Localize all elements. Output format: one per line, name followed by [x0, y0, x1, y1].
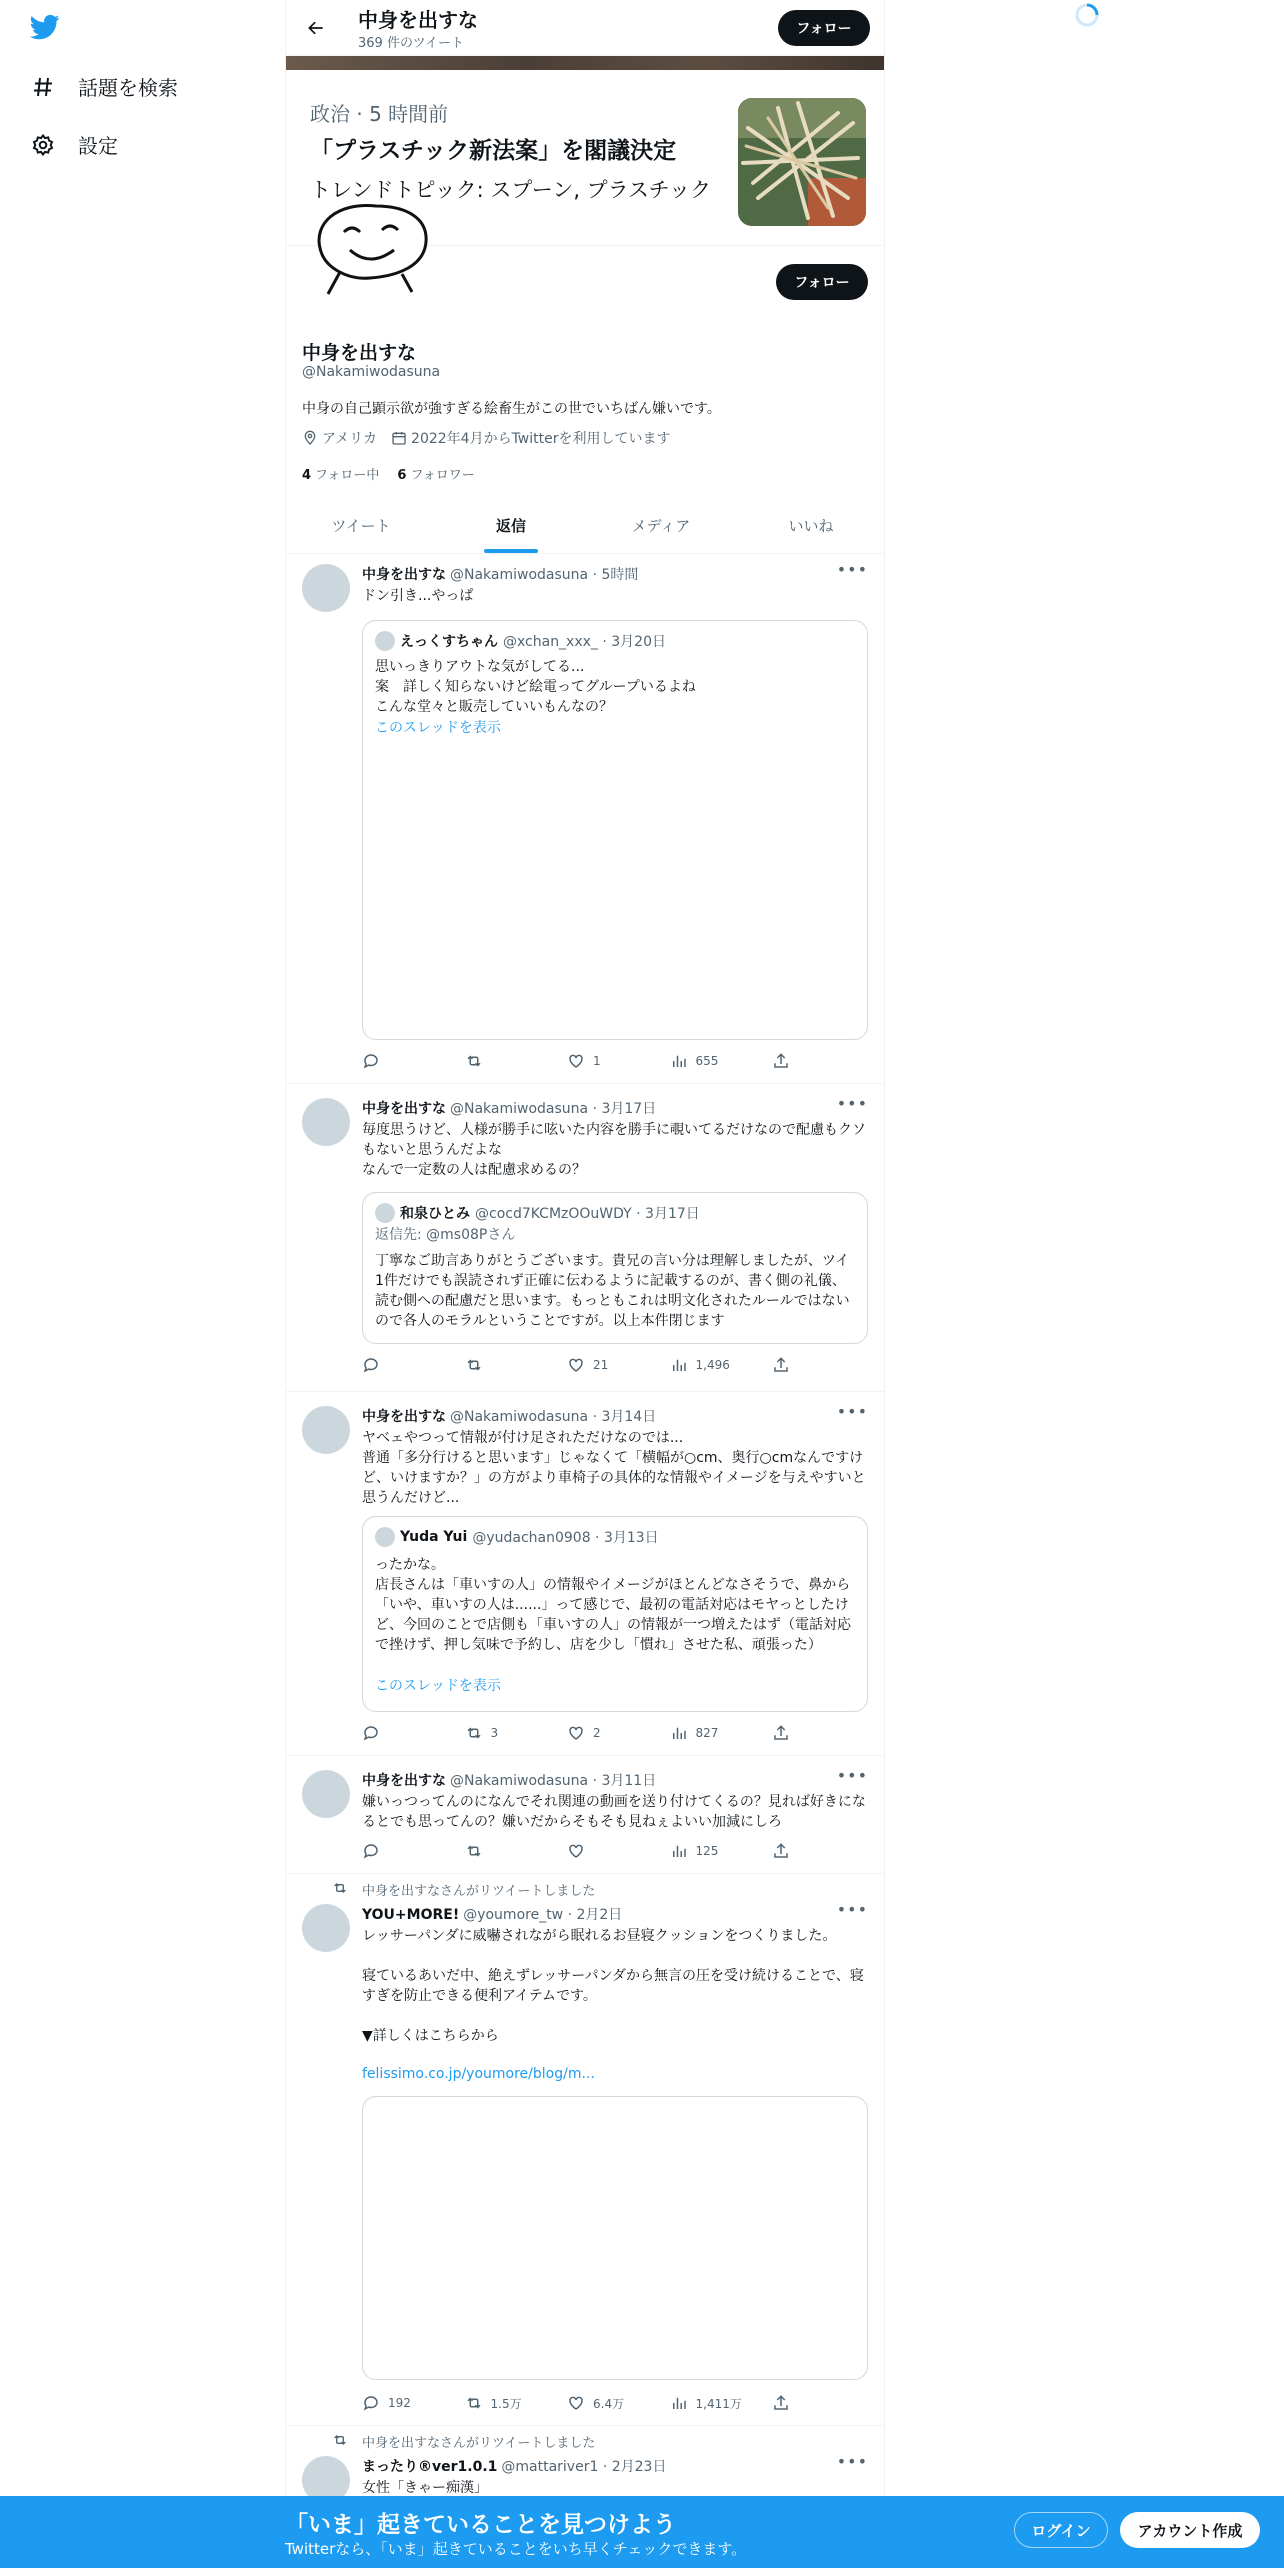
views-button[interactable]: 1,411万 — [670, 2394, 760, 2412]
page-title: 中身を出すな — [358, 8, 478, 32]
reply-icon — [362, 1356, 380, 1374]
tweet-link[interactable]: felissimo.co.jp/youmore/blog/m... — [362, 2066, 595, 2082]
news-thumbnail — [738, 98, 866, 226]
share-button[interactable] — [772, 1842, 792, 1860]
login-button[interactable]: ログイン — [1014, 2512, 1108, 2548]
tweet-text: 毎度思うけど、人様が勝手に呟いた内容を勝手に覗いてるだけなので配慮もクソもないと思うんだよな なんで一定数の人は配慮求めるの？ — [362, 1122, 866, 1178]
tweet[interactable] — [286, 1392, 885, 1756]
reply-icon — [362, 2394, 380, 2412]
tweet-count: 369 件のツイート — [358, 36, 465, 51]
tweet[interactable] — [286, 554, 885, 1084]
quote-header: 和泉ひとみ @cocd7KCMzOOuWDY · 3月17日 — [375, 1203, 700, 1223]
profile-meta — [302, 428, 671, 448]
tweet-text: ヤベェやつって情報が付け足されただけなのでは... 普通「多分行けると思います」じゃなくて「横幅が○cm、奥行○cmなんですけど、いけますか？」の方がより車椅子の具体的な情報やイメージを与えやすいと思うんだけど... — [362, 1430, 866, 1506]
heart-icon — [567, 1356, 585, 1374]
media-card[interactable] — [362, 2096, 868, 2380]
tab-replies[interactable]: 返信 — [436, 498, 586, 553]
nav-explore-label: 話題を検索 — [78, 76, 178, 100]
show-thread-link[interactable]: このスレッドを表示 — [375, 720, 501, 736]
calendar-icon — [391, 430, 407, 446]
quoted-tweet[interactable] — [362, 1192, 868, 1344]
views-chart-icon — [670, 2394, 688, 2412]
tweet-actions — [362, 1842, 792, 1860]
more-icon[interactable]: ••• — [836, 2452, 868, 2471]
heart-icon — [567, 2394, 585, 2412]
retweet-icon — [332, 1880, 348, 1896]
quote-text: ったかな。 店長さんは「車いすの人」の情報やイメージがほとんどなさそうで、鼻から「いや、車いすの人は......」って感じで、最初の電話対応はモヤっとしたけど、今回のことで店側も「車いすの人」の情報が一つ増えたはず（電話対応で挫けず、押し気味で予約し、店を少し「慣れ」させた私、頑張った） — [375, 1557, 851, 1653]
profile-tabs — [286, 498, 885, 554]
tweet-actions — [362, 1724, 792, 1742]
quote-header: Yuda Yui @yudachan0908 · 3月13日 — [375, 1527, 659, 1547]
tab-media[interactable]: メディア — [631, 517, 691, 535]
followers-link[interactable]: 6 フォロワー — [397, 468, 475, 483]
share-icon — [772, 1052, 790, 1070]
tweet-header: まったり®ver1.0.1 @mattariver1 · 2月23日 — [362, 2459, 667, 2475]
avatar[interactable] — [302, 1904, 350, 1952]
tweet-text: ドン引き...やっぱ — [362, 588, 474, 604]
share-button[interactable] — [772, 1356, 792, 1374]
heart-icon — [567, 1842, 585, 1860]
views-button[interactable]: 655 — [670, 1052, 760, 1070]
tweet-header: 中身を出すな @Nakamiwodasuna · 5時間 — [362, 567, 639, 583]
share-icon — [772, 1356, 790, 1374]
news-meta: 政治 · 5 時間前 — [310, 102, 449, 126]
retweet-button[interactable] — [465, 1356, 555, 1374]
views-chart-icon — [670, 1356, 688, 1374]
tweet-actions — [362, 1052, 792, 1070]
more-icon[interactable]: ••• — [836, 560, 868, 579]
more-icon[interactable]: ••• — [836, 1402, 868, 1421]
quote-text: 丁寧なご助言ありがとうございます。貴兄の言い分は理解しましたが、ツイ1件だけでも誤読されず正確に伝わるように記載するのが、書く側の礼儀、読む側への配慮だと思います。もっともこれは明文化されたルールではないので各人のモラルということですが。以上本件閉じます — [375, 1253, 850, 1329]
tweet-text: レッサーパンダに威嚇されながら眠れるお昼寝クッションをつくりました。 寝ているあいだ中、絶えずレッサーパンダから無言の圧を受け続けることで、寝すぎを防止できる便利アイテムです。 ▼詳しくはこちらから — [362, 1928, 864, 2044]
quote-avatar — [375, 1527, 395, 1547]
quote-header: えっくすちゃん @xchan_xxx_ · 3月20日 — [375, 631, 666, 651]
banner-subtitle: Twitterなら、「いま」起きていることをいち早くチェックできます。 — [285, 2540, 747, 2558]
share-button[interactable] — [772, 1052, 792, 1070]
share-icon — [772, 1724, 790, 1742]
back-arrow-icon[interactable] — [302, 14, 330, 42]
tweet[interactable] — [286, 1756, 885, 1874]
quote-reply-to: 返信先: @ms08Pさん — [375, 1227, 516, 1243]
reply-button[interactable] — [362, 1724, 452, 1742]
reply-icon — [362, 1052, 380, 1070]
share-button[interactable] — [772, 1724, 792, 1742]
views-button[interactable]: 827 — [670, 1724, 760, 1742]
share-button[interactable] — [772, 2394, 792, 2412]
retweet-icon — [332, 2432, 348, 2448]
avatar[interactable] — [302, 564, 350, 612]
tweet-header: 中身を出すな @Nakamiwodasuna · 3月11日 — [362, 1773, 657, 1789]
quoted-tweet[interactable] — [362, 620, 868, 1040]
views-chart-icon — [670, 1724, 688, 1742]
avatar[interactable] — [302, 1098, 350, 1146]
retweet-icon — [465, 1052, 483, 1070]
share-icon — [772, 2394, 790, 2412]
like-button[interactable]: 1 — [567, 1052, 657, 1070]
retweet-icon — [465, 1356, 483, 1374]
profile-name: 中身を出すな — [302, 342, 417, 364]
profile-avatar[interactable] — [306, 196, 446, 306]
profile-follow-button[interactable]: フォロー — [776, 264, 868, 300]
tweet-actions — [362, 1356, 792, 1374]
hashtag-icon — [30, 74, 56, 100]
more-icon[interactable]: ••• — [836, 1094, 868, 1113]
news-title: 「プラスチック新法案」を閣議決定 — [310, 138, 677, 164]
show-thread-link[interactable]: このスレッドを表示 — [375, 1678, 501, 1694]
like-button[interactable]: 2 — [567, 1724, 657, 1742]
retweet-label: 中身を出すなさんがリツイートしました — [362, 2436, 596, 2451]
avatar[interactable] — [302, 1770, 350, 1818]
reply-button[interactable] — [362, 1356, 452, 1374]
nav-explore[interactable] — [30, 72, 178, 101]
like-button[interactable]: 6.4万 — [567, 2394, 657, 2412]
following-link[interactable]: 4 フォロー中 — [302, 468, 380, 483]
signup-banner — [0, 2496, 1284, 2568]
banner-title: 「いま」起きていることを見つけよう — [285, 2512, 676, 2538]
retweet-icon — [465, 1724, 483, 1742]
loading-spinner-icon — [1074, 2, 1100, 28]
more-icon[interactable]: ••• — [836, 1766, 868, 1785]
retweet-icon — [465, 2394, 483, 2412]
tweet[interactable] — [286, 1874, 885, 2426]
profile-location: アメリカ — [302, 428, 377, 448]
retweet-button[interactable]: 1.5万 — [465, 2394, 555, 2412]
main-column — [285, 0, 885, 2568]
retweet-button[interactable] — [465, 1842, 555, 1860]
heart-icon — [567, 1724, 585, 1742]
reply-icon — [362, 1842, 380, 1860]
profile-stats — [302, 464, 475, 483]
retweet-label: 中身を出すなさんがリツイートしました — [362, 1884, 596, 1899]
tweet-actions — [362, 2394, 792, 2412]
quote-avatar — [375, 631, 395, 651]
nav-settings-label: 設定 — [78, 134, 118, 158]
more-icon[interactable]: ••• — [836, 1900, 868, 1919]
profile-joined: 2022年4月からTwitterを利用しています — [391, 428, 670, 448]
left-nav — [0, 0, 285, 2568]
views-button[interactable]: 1,496 — [670, 1356, 760, 1374]
tweet-text: 嫌いっつってんのになんでそれ関連の動画を送り付けてくるの？見れば好きになるとでも思ってんの？嫌いだからそもそも見ねぇよいい加減にしろ — [362, 1794, 866, 1830]
share-icon — [772, 1842, 790, 1860]
tweet-header: 中身を出すな @Nakamiwodasuna · 3月14日 — [362, 1409, 657, 1425]
views-chart-icon — [670, 1052, 688, 1070]
avatar[interactable] — [302, 1406, 350, 1454]
reply-button[interactable] — [362, 1842, 452, 1860]
nav-settings[interactable] — [30, 130, 118, 159]
quoted-tweet[interactable] — [362, 1516, 868, 1712]
reply-button[interactable]: 192 — [362, 2394, 452, 2412]
tweet-text: 女性「きゃー痴漢」 — [362, 2480, 488, 2496]
news-topics: トレンドトピック: スプーン, プラスチック — [310, 178, 712, 202]
views-button[interactable]: 125 — [670, 1842, 760, 1860]
retweet-icon — [465, 1842, 483, 1860]
heart-icon — [567, 1052, 585, 1070]
profile-bio: 中身の自己顕示欲が強すぎる絵畜生がこの世でいちばん嫌いです。 — [302, 401, 721, 417]
tab-likes[interactable]: いいね — [788, 517, 834, 535]
tweet[interactable] — [286, 1084, 885, 1392]
tweet-header: YOU+MORE! @youmore_tw · 2月2日 — [362, 1907, 623, 1923]
retweet-button[interactable] — [465, 1052, 555, 1070]
tab-tweets[interactable]: ツイート — [331, 517, 391, 535]
gear-icon — [30, 132, 56, 158]
signup-button[interactable]: アカウント作成 — [1120, 2512, 1260, 2548]
reply-icon — [362, 1724, 380, 1742]
location-pin-icon — [302, 430, 318, 446]
views-chart-icon — [670, 1842, 688, 1860]
retweet-button[interactable]: 3 — [465, 1724, 555, 1742]
header-follow-button[interactable]: フォロー — [778, 10, 870, 46]
twitter-logo-icon[interactable] — [28, 12, 62, 42]
quote-avatar — [375, 1203, 395, 1223]
quote-text: 思いっきりアウトな気がしてる... 案 詳しく知らないけど絵電ってグループいるよね こんな堂々と販売していいもんなの？ — [375, 659, 696, 715]
profile-banner — [286, 54, 885, 70]
like-button[interactable] — [567, 1842, 657, 1860]
like-button[interactable]: 21 — [567, 1356, 657, 1374]
profile-handle: @Nakamiwodasuna — [302, 364, 441, 380]
reply-button[interactable] — [362, 1052, 452, 1070]
profile-header-bar — [286, 0, 885, 56]
tweet-header: 中身を出すな @Nakamiwodasuna · 3月17日 — [362, 1101, 657, 1117]
